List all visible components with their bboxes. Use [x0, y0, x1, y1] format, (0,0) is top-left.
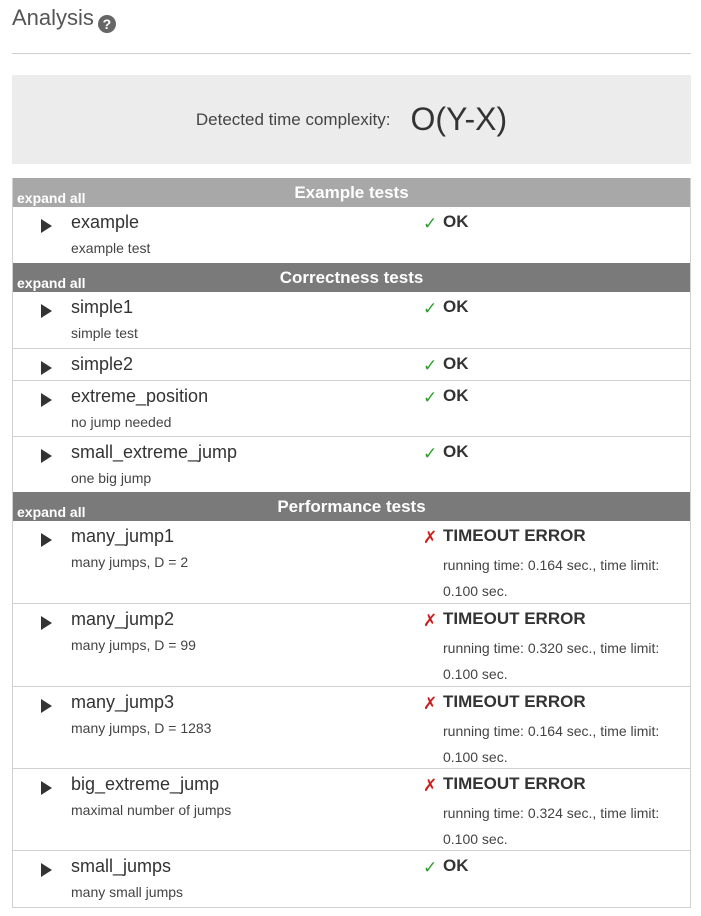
expand-all-link[interactable]: expand all [17, 275, 86, 291]
expand-arrow-icon[interactable] [41, 304, 52, 318]
test-detail: running time: 0.324 sec., time limit: 0.100 sec. [443, 805, 660, 847]
test-detail: running time: 0.164 sec., time limit: 0.100 sec. [443, 557, 660, 599]
test-status: OK [443, 354, 469, 373]
section-header-performance [13, 492, 690, 521]
test-description: many jumps, D = 1283 [71, 720, 212, 736]
cross-icon: ✗ [423, 528, 438, 547]
test-status: TIMEOUT ERROR [443, 774, 586, 793]
test-status: TIMEOUT ERROR [443, 609, 586, 628]
section-title: Performance tests [277, 497, 426, 516]
test-name: many_jump2 [71, 609, 175, 629]
test-description: no jump needed [71, 414, 172, 430]
section-title: Example tests [294, 183, 409, 202]
test-name: small_extreme_jump [71, 442, 238, 462]
check-icon: ✓ [423, 444, 438, 463]
test-name: big_extreme_jump [71, 774, 220, 794]
section-header-example [13, 178, 690, 207]
section-title: Correctness tests [279, 268, 424, 287]
check-icon: ✓ [423, 388, 438, 407]
expand-arrow-icon[interactable] [41, 699, 52, 713]
help-icon[interactable]: ? [98, 15, 116, 33]
test-name: example [71, 212, 140, 232]
page-title: Analysis [12, 5, 94, 30]
expand-arrow-icon[interactable] [41, 219, 52, 233]
test-status: OK [443, 442, 469, 461]
test-description: many small jumps [71, 884, 184, 900]
test-row-many-jump1[interactable] [13, 521, 690, 603]
test-status: OK [443, 386, 469, 405]
test-description: many jumps, D = 99 [71, 637, 196, 653]
test-row-extreme-position[interactable] [13, 380, 690, 436]
test-row-big-extreme-jump[interactable] [13, 768, 690, 850]
test-row-simple2[interactable] [13, 348, 690, 380]
test-row-small-extreme-jump[interactable] [13, 436, 690, 492]
expand-arrow-icon[interactable] [41, 616, 52, 630]
cross-icon: ✗ [423, 611, 438, 630]
test-row-simple1[interactable] [13, 292, 690, 348]
test-name: extreme_position [71, 386, 209, 406]
complexity-label: Detected time complexity: [195, 109, 391, 129]
test-status: OK [443, 297, 469, 316]
test-row-small-jumps[interactable] [13, 850, 690, 907]
expand-all-link[interactable]: expand all [17, 190, 86, 206]
expand-all-link[interactable]: expand all [17, 504, 86, 520]
test-description: many jumps, D = 2 [71, 554, 189, 570]
expand-arrow-icon[interactable] [41, 863, 52, 877]
test-status: OK [443, 212, 469, 231]
expand-arrow-icon[interactable] [41, 393, 52, 407]
cross-icon: ✗ [423, 776, 438, 795]
test-name: small_jumps [71, 856, 172, 876]
test-description: maximal number of jumps [71, 802, 232, 818]
test-row-many-jump3[interactable] [13, 686, 690, 768]
check-icon: ✓ [423, 858, 438, 877]
expand-arrow-icon[interactable] [41, 781, 52, 795]
test-results-table [12, 178, 691, 908]
test-detail: running time: 0.320 sec., time limit: 0.100 sec. [443, 640, 660, 682]
section-header-correctness [13, 263, 690, 292]
complexity-panel [12, 75, 691, 164]
test-name: many_jump1 [71, 526, 175, 546]
test-status: TIMEOUT ERROR [443, 526, 586, 545]
test-description: one big jump [71, 470, 152, 486]
test-name: simple2 [71, 354, 134, 374]
check-icon: ✓ [423, 214, 438, 233]
analysis-header [12, 5, 116, 31]
check-icon: ✓ [423, 356, 438, 375]
expand-arrow-icon[interactable] [41, 361, 52, 375]
test-row-many-jump2[interactable] [13, 603, 690, 686]
test-detail: running time: 0.164 sec., time limit: 0.100 sec. [443, 723, 660, 765]
test-name: many_jump3 [71, 692, 175, 712]
expand-arrow-icon[interactable] [41, 449, 52, 463]
test-status: OK [443, 856, 469, 875]
test-description: simple test [71, 325, 138, 341]
test-description: example test [71, 240, 151, 256]
cross-icon: ✗ [423, 694, 438, 713]
test-name: simple1 [71, 297, 134, 317]
check-icon: ✓ [423, 299, 438, 318]
expand-arrow-icon[interactable] [41, 533, 52, 547]
complexity-value: O(Y-X) [410, 101, 508, 137]
test-row-example[interactable] [13, 207, 690, 263]
header-divider [12, 53, 691, 54]
test-status: TIMEOUT ERROR [443, 692, 586, 711]
